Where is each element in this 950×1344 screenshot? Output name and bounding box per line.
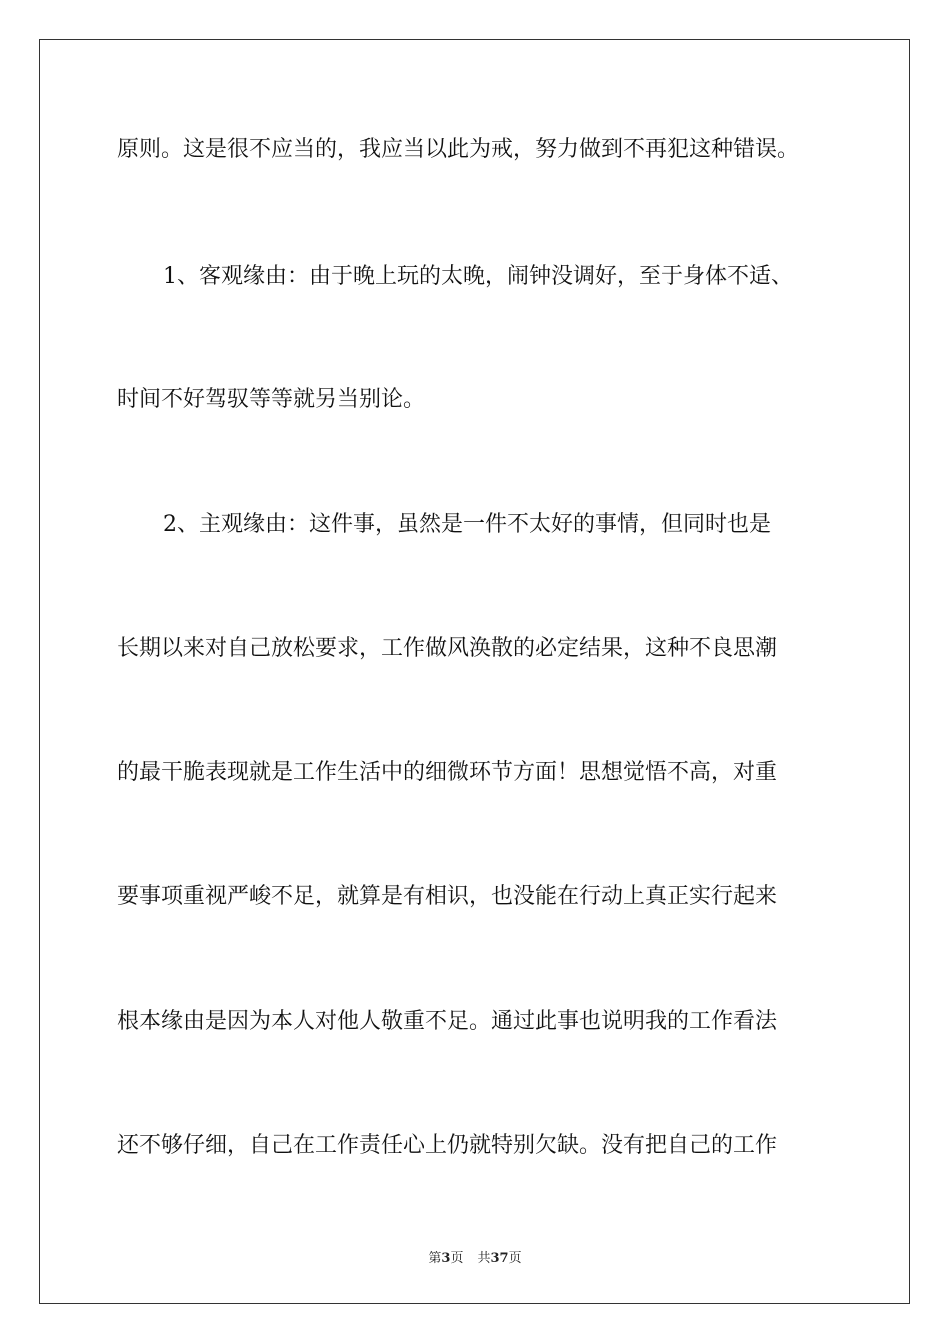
page-suffix: 页 — [450, 1251, 464, 1266]
body-line-4: 2、主观缘由：这件事，虽然是一件不太好的事情，但同时也是 — [163, 512, 771, 537]
page-number: 3 — [441, 1251, 451, 1266]
body-line-8: 根本缘由是因为本人对他人敬重不足。通过此事也说明我的工作看法 — [117, 1009, 778, 1034]
body-line-3: 时间不好驾驭等等就另当别论。 — [117, 387, 426, 412]
body-line-9: 还不够仔细，自己在工作责任心上仍就特别欠缺。没有把自己的工作 — [117, 1133, 778, 1158]
total-prefix: 共 — [477, 1251, 491, 1266]
body-line-5: 长期以来对自己放松要求，工作做风涣散的必定结果，这种不良思潮 — [117, 636, 778, 661]
page-footer — [0, 1247, 950, 1266]
total-suffix: 页 — [508, 1251, 522, 1266]
page-border — [39, 39, 910, 1304]
total-pages: 37 — [490, 1251, 509, 1266]
body-line-1: 原则。这是很不应当的，我应当以此为戒，努力做到不再犯这种错误。 — [117, 137, 800, 162]
body-line-6: 的最干脆表现就是工作生活中的细微环节方面！思想觉悟不高，对重 — [117, 760, 778, 785]
body-line-2: 1、客观缘由：由于晚上玩的太晚，闹钟没调好，至于身体不适、 — [163, 264, 793, 289]
page-prefix: 第 — [428, 1251, 442, 1266]
body-line-7: 要事项重视严峻不足，就算是有相识，也没能在行动上真正实行起来 — [117, 884, 778, 909]
